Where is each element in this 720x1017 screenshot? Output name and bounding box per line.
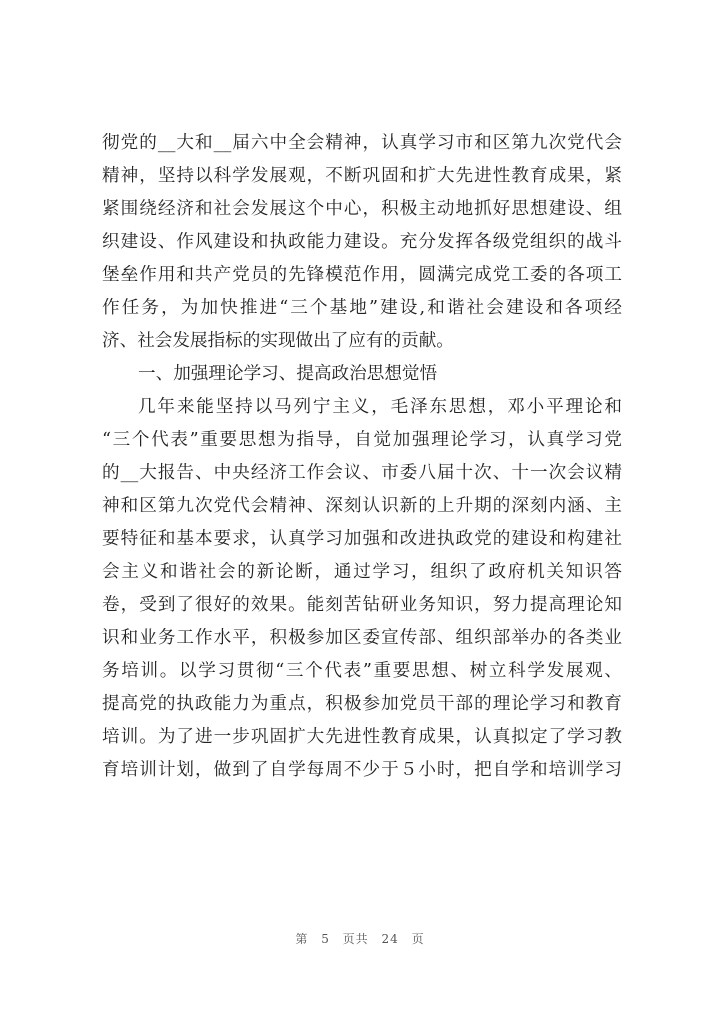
footer-total-pages: 24 xyxy=(381,932,399,946)
paragraph-line: 紧围绕经济和社会发展这个中心，积极主动地抓好思想建设、组 xyxy=(102,199,622,219)
paragraph-line: 作任务，为加快推进“三个基地”建设,和谐社会建设和各项经 xyxy=(102,298,622,318)
page-footer xyxy=(0,930,720,947)
section-heading: 一、加强理论学习、提高政治思想觉悟 xyxy=(138,364,438,384)
footer-suffix: 页 xyxy=(411,932,425,946)
paragraph-line: 堡垒作用和共产党员的先锋模范作用，圆满完成党工委的各项工 xyxy=(102,265,622,285)
document-body xyxy=(102,127,622,787)
paragraph-line: 神和区第九次党代会精神、深刻认识新的上升期的深刻内涵、主 xyxy=(102,496,622,516)
paragraph-line: 提高党的执政能力为重点，积极参加党员干部的理论学习和教育 xyxy=(102,694,622,714)
paragraph-line: 织建设、作风建设和执政能力建设。充分发挥各级党组织的战斗 xyxy=(102,232,622,252)
paragraph-2 xyxy=(102,391,622,787)
paragraph-line: 卷，受到了很好的效果。能刻苦钻研业务知识，努力提高理论知 xyxy=(102,595,622,615)
paragraph-1 xyxy=(102,127,622,358)
paragraph-line: 务培训。以学习贯彻“三个代表”重要思想、树立科学发展观、 xyxy=(102,661,622,681)
paragraph-line: 会主义和谐社会的新论断，通过学习，组织了政府机关知识答 xyxy=(102,562,622,582)
paragraph-line: 的__大报告、中央经济工作会议、市委八届十次、十一次会议精 xyxy=(102,463,622,483)
footer-middle: 页共 xyxy=(342,932,369,946)
paragraph-line: 要特征和基本要求，认真学习加强和改进执政党的建设和构建社 xyxy=(102,529,622,549)
paragraph-line: 彻党的__大和__届六中全会精神，认真学习市和区第九次党代会 xyxy=(102,133,622,153)
paragraph-line: 精神，坚持以科学发展观，不断巩固和扩大先进性教育成果，紧 xyxy=(102,166,622,186)
paragraph-line: 济、社会发展指标的实现做出了应有的贡献。 xyxy=(102,331,454,351)
footer-prefix: 第 xyxy=(295,932,309,946)
footer-page-number: 5 xyxy=(321,932,330,946)
paragraph-line: 培训。为了进一步巩固扩大先进性教育成果，认真拟定了学习教 xyxy=(102,727,622,747)
paragraph-line: 育培训计划，做到了自学每周不少于５小时，把自学和培训学习 xyxy=(102,760,622,780)
paragraph-line: 几年来能坚持以马列宁主义，毛泽东思想，邓小平理论和 xyxy=(138,397,622,417)
paragraph-line: 识和业务工作水平，积极参加区委宣传部、组织部举办的各类业 xyxy=(102,628,622,648)
paragraph-line: “三个代表”重要思想为指导，自觉加强理论学习，认真学习党 xyxy=(102,430,622,450)
